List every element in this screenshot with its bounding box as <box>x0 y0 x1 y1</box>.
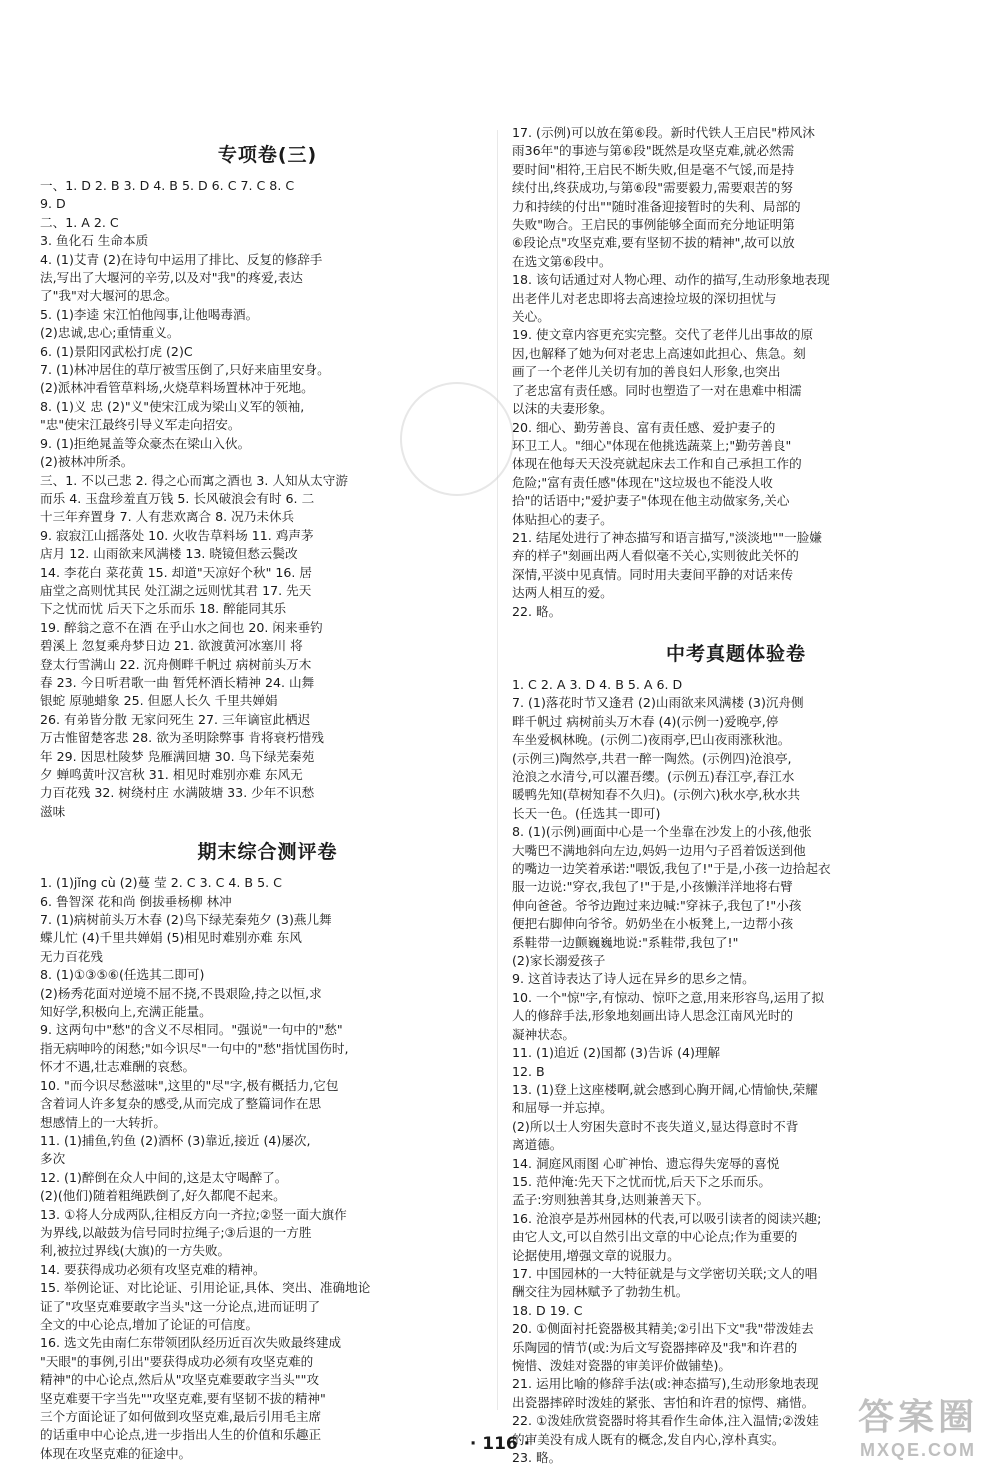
answer-line: 知好学,积极向上,充满正能量。 <box>40 1004 212 1020</box>
answer-line: 失败"吻合。王启民的事例能够全面而充分地证明第 <box>512 217 795 233</box>
answer-line: 滋味 <box>40 803 66 819</box>
answer-line: 体现在他每天天没亮就起床去工作和自己承担工作的 <box>512 456 802 472</box>
answer-line: 9. 这两句中"愁"的含义不尽相同。"强说"一句中的"愁" <box>40 1022 343 1038</box>
answer-line: 画了一个老伴儿关切有加的善良妇人形象,也突出 <box>512 364 781 380</box>
answer-line: 的审美没有成人既有的概念,发自内心,淳朴真实。 <box>512 1431 785 1447</box>
answer-line: 系鞋带一边颤巍巍地说:"系鞋带,我包了!" <box>512 934 739 950</box>
answer-line: 续付出,终获成功,与第⑥段"需要毅力,需要艰苦的努 <box>512 180 793 196</box>
answer-line: 年 29. 因思杜陵梦 凫雁满回塘 30. 鸟下绿芜秦苑 <box>40 748 315 764</box>
answer-line: "忠"使宋江最终引导义军走向招安。 <box>40 417 241 433</box>
answer-line: 伸向爸爸。爷爷边跑过来边喊:"穿袜子,我包了!"小孩 <box>512 897 802 913</box>
answer-line: 14. 李花白 菜花黄 15. 却道"天凉好个秋" 16. 居 <box>40 564 313 580</box>
answer-line: 法,写出了大堰河的辛劳,以及对"我"的疼爱,表达 <box>40 270 303 286</box>
left-column <box>40 124 495 1463</box>
answer-line: 在选文第⑥段中。 <box>512 253 612 269</box>
answer-line: 出瓷器摔碎时泼娃的紧张、害怕和许君的惊愕、痛惜。 <box>512 1394 815 1410</box>
answer-line: 20. 细心、勤劳善良、富有责任感、爱护妻子的 <box>512 419 776 435</box>
answer-line: 便把右脚伸向爷爷。奶奶坐在小板凳上,一边帮小孩 <box>512 916 794 932</box>
answer-line: 了"我"对大堰河的思念。 <box>40 288 178 304</box>
answer-line: (2)派林冲看管草料场,火烧草料场置林冲于死地。 <box>40 380 314 396</box>
right-column <box>512 124 960 1467</box>
answer-line: 利,被拉过界线(大旗)的一方失败。 <box>40 1243 231 1259</box>
answer-line: 因,也解释了她为何对老忠上高速如此担心、焦急。刻 <box>512 345 806 361</box>
answer-line: 多次 <box>40 1151 66 1167</box>
answer-line: 店月 12. 山雨欲来风满楼 13. 晓镜但愁云鬓改 <box>40 546 298 562</box>
answer-line: 14. 洞庭风雨图 心旷神怡、遗忘得失宠辱的喜悦 <box>512 1155 780 1171</box>
answer-line: 了老忠富有责任感。同时也塑造了一对在患难中相濡 <box>512 382 802 398</box>
answer-section <box>40 140 495 821</box>
answer-line: 19. 醉翁之意不在酒 在乎山水之间也 20. 闲来垂钓 <box>40 619 323 635</box>
answer-line: 13. (1)登上这座楼啊,就会感到心胸开阔,心情愉快,荣耀 <box>512 1081 818 1097</box>
answer-line: 夕 蝉鸣黄叶汉宫秋 31. 相见时难别亦难 东风无 <box>40 767 303 782</box>
answer-line: 含着词人许多复杂的感受,从而完成了整篇词作在思 <box>40 1096 322 1112</box>
answer-line: 拾"的话语中;"爱护妻子"体现在他主动做家务,关心 <box>512 493 790 509</box>
answer-line: 21. 运用比喻的修辞手法(或:神态描写),生动形象地表现 <box>512 1376 819 1392</box>
answer-line: 力和持续的付出""随时准备迎接暂时的失利、局部的 <box>512 198 801 214</box>
answer-line: 8. (1)义 忠 (2)"义"使宋江成为梁山义军的领袖, <box>40 398 305 414</box>
answer-section <box>512 639 960 1467</box>
answer-line: 精神"的中心论点,然后从"攻坚克难要敢字当头""攻 <box>40 1372 320 1388</box>
answer-line: 的话重申中心论点,进一步指出人生的价值和乐趣正 <box>40 1427 322 1443</box>
answer-line: 26. 有弟皆分散 无家问死生 27. 三年谪宦此栖迟 <box>40 711 311 727</box>
answer-line: (2)被林冲所杀。 <box>40 454 134 470</box>
answer-line: "天眼"的事例,引出"要获得成功必须有攻坚克难的 <box>40 1353 314 1369</box>
answer-line: 4. (1)艾青 (2)在诗句中运用了排比、反复的修辞手 <box>40 251 323 267</box>
answer-line: 17. 中国园林的一大特征就是与文学密切关联;文人的唱 <box>512 1265 818 1281</box>
answer-line: 18. 该句话通过对人物心理、动作的描写,生动形象地表现 <box>512 272 830 288</box>
answer-line: 9. 这首诗表达了诗人远在异乡的思乡之情。 <box>512 971 755 987</box>
watermark-url: MXQE.COM <box>859 1440 976 1460</box>
answer-line: 银蛇 原驰蜡象 25. 但愿人长久 千里共婵娟 <box>40 693 278 709</box>
answer-line: 酬交往为园林赋予了勃勃生机。 <box>512 1284 689 1300</box>
answer-line: 庙堂之高则忧其民 处江湖之远则忧其君 17. 先天 <box>40 582 312 598</box>
answer-line: 万古惟留楚客悲 28. 欲为圣明除弊事 肯将衰朽惜残 <box>40 730 324 746</box>
answer-line: 环卫工人。"细心"体现在他挑选蔬菜上;"勤劳善良" <box>512 437 792 453</box>
watermark-logo-text: 答案圈 <box>857 1396 978 1437</box>
answer-line: 3. 鱼化石 生命本质 <box>40 233 149 249</box>
answer-line: 二、1. A 2. C <box>40 214 119 230</box>
answer-line: 16. 选文先由南仁东带领团队经历近百次失败最终建成 <box>40 1335 342 1351</box>
answer-line: 18. D 19. C <box>512 1302 583 1318</box>
answer-line: 深情,平淡中见真情。同时用夫妻间平静的对话来传 <box>512 566 794 582</box>
answer-line: (2)杨秀花面对逆境不屈不挠,不畏艰险,持之以恒,求 <box>40 985 322 1001</box>
answer-line: 无力百花残 <box>40 948 103 964</box>
answer-line: 9. 寂寂江山摇落处 10. 火收告草料场 11. 鸡声茅 <box>40 527 314 543</box>
answer-line: 1. C 2. A 3. D 4. B 5. A 6. D <box>512 676 683 692</box>
answer-line: 雨36年"的事迹与第⑥段"既然是攻坚克难,就必然需 <box>512 143 795 159</box>
answer-line: 15. 范仲淹:先天下之忧而忧,后天下之乐而乐。 <box>512 1173 771 1189</box>
answer-line: 和屈辱一并忘掉。 <box>512 1100 613 1116</box>
answer-line: 7. (1)病树前头万木春 (2)鸟下绿芜秦苑夕 (3)燕儿舞 <box>40 912 332 928</box>
answer-line: 20. ①侧面衬托瓷器极其精美;②引出下文"我"带泼娃去 <box>512 1321 814 1337</box>
answer-line: 7. (1)林冲居住的草厅被雪压倒了,只好来庙里安身。 <box>40 362 330 378</box>
section-title: 期末综合测评卷 <box>197 841 338 864</box>
answer-line: 8. (1)①③⑤⑥(任选其二即可) <box>40 967 205 983</box>
answer-line: 11. (1)追近 (2)国都 (3)告诉 (4)理解 <box>512 1045 721 1061</box>
answer-line: 16. 沧浪亭是苏州园林的代表,可以吸引读者的阅读兴趣; <box>512 1210 822 1226</box>
answer-line: 10. 一个"惊"字,有惊动、惊吓之意,用来形容鸟,运用了拟 <box>512 989 825 1005</box>
answer-line: 登太行雪满山 22. 沉舟侧畔千帆过 病树前头万木 <box>40 656 312 672</box>
answer-line: 达两人相互的爱。 <box>512 585 613 601</box>
answer-line: 孟子:穷则独善其身,达则兼善天下。 <box>512 1192 710 1208</box>
answer-line: 指无病呻吟的闲愁;"如今识尽"一句中的"愁"指忧国伤时, <box>40 1040 349 1056</box>
page-number: · 116 · <box>469 1434 531 1454</box>
answer-line: 6. 鲁智深 花和尚 倒拔垂杨柳 林冲 <box>40 893 232 909</box>
answer-line: 8. (1)(示例)画面中心是一个坐靠在沙发上的小孩,他张 <box>512 824 812 840</box>
answer-line: 11. (1)捕鱼,钓鱼 (2)酒杯 (3)靠近,接近 (4)屡次, <box>40 1132 311 1148</box>
answer-line: 三、1. 不以己悲 2. 得之心而寓之酒也 3. 人知从太守游 <box>40 472 348 488</box>
answer-line: (示例三)陶然亭,共君一醉一陶然。(示例四)沧浪亭, <box>512 750 792 766</box>
answer-line: 危险;"富有责任感"体现在"这垃圾也不能没人收 <box>512 474 773 490</box>
answer-line: 大嘴巴不满地斜向左边,妈妈一边用勺子舀着饭送到他 <box>512 842 806 858</box>
answer-line: 出老伴儿对老忠即将去高速捡垃圾的深切担忧与 <box>512 290 777 306</box>
answer-line: 惋惜、泼娃对瓷器的审美评价做铺垫)。 <box>512 1358 732 1373</box>
answer-line: 12. (1)醉倒在众人中间的,这是太守喝醉了。 <box>40 1169 288 1185</box>
answer-line: (2)所以士人穷困失意时不丧失道义,显达得意时不背 <box>512 1118 799 1134</box>
answer-line: 畔千帆过 病树前头万木春 (4)(示例一)爱晚亭,停 <box>512 713 779 729</box>
answer-line: 暖鸭先知(草树知春不久归)。(示例六)秋水亭,秋水共 <box>512 787 801 803</box>
answer-line: 沧浪之水清兮,可以濯吾缨。(示例五)春江亭,春江水 <box>512 769 795 784</box>
answer-line: 1. (1)jǐng cù (2)蔓 莹 2. C 3. C 4. B 5. C <box>40 875 282 891</box>
answer-line: 的嘴边一边笑着承诺:"喂饭,我包了!"于是,小孩一边拾起衣 <box>512 861 831 877</box>
answer-line: 春 23. 今日听君歌一曲 暂凭杯酒长精神 24. 山舞 <box>40 674 315 690</box>
answer-line: 离道德。 <box>512 1137 563 1153</box>
answer-line: 关心。 <box>512 309 550 325</box>
answer-line: (2)忠诚,忠心;重情重义。 <box>40 325 180 341</box>
answer-line: 5. (1)李逵 宋江怕他闯事,让他喝毒酒。 <box>40 306 259 322</box>
answer-line: 由它人文,可以自然引出文章的中心论点;作为重要的 <box>512 1229 798 1245</box>
answer-line: 17. (示例)可以放在第⑥段。新时代铁人王启民"栉风沐 <box>512 125 815 140</box>
answer-line: 7. (1)落花时节又逢君 (2)山雨欲来风满楼 (3)沉舟侧 <box>512 695 804 711</box>
answer-line: 为界线,以敲鼓为信号同时拉绳子;③后退的一方胜 <box>40 1224 312 1240</box>
answer-line: 想感情上的一大转折。 <box>40 1114 166 1130</box>
answer-line: 22. ①泼娃欣赏瓷器时将其看作生命体,注入温情;②泼娃 <box>512 1413 819 1429</box>
answer-line: 长天一色。(任选其一即可) <box>512 805 661 821</box>
answer-line: 三个方面论证了如何做到攻坚克难,最后引用毛主席 <box>40 1409 322 1424</box>
answer-line: 力百花残 32. 树绕村庄 水满陂塘 33. 少年不识愁 <box>40 785 315 801</box>
answer-line: 以沫的夫妻形象。 <box>512 401 613 417</box>
answer-line: 十三年弃置身 7. 人有悲欢离合 8. 况乃未休兵 <box>40 509 295 525</box>
answer-line: 体现在攻坚克难的征途中。 <box>40 1445 192 1461</box>
answer-section <box>40 837 495 1463</box>
answer-line: 碧溪上 忽复乘舟梦日边 21. 欲渡黄河冰塞川 将 <box>40 638 303 654</box>
answer-line: 9. (1)拒绝晁盖等众豪杰在梁山入伙。 <box>40 435 251 451</box>
watermark <box>858 1389 978 1461</box>
answer-line: 10. "而今识尽愁滋味",这里的"尽"字,极有概括力,它包 <box>40 1077 339 1093</box>
answer-line: 车坐爱枫林晚。(示例二)夜雨亭,巴山夜雨涨秋池。 <box>512 732 791 748</box>
answer-line: 14. 要获得成功必须有攻坚克难的精神。 <box>40 1261 266 1277</box>
answer-line: 论据使用,增强文章的说服力。 <box>512 1247 680 1263</box>
answer-line: ⑥段论点"攻坚克难,要有坚韧不拔的精神",故可以放 <box>512 235 795 251</box>
answer-line: 而乐 4. 玉盘珍羞直万钱 5. 长风破浪会有时 6. 二 <box>40 490 315 506</box>
answer-line: 证了"攻坚克难要敢字当头"这一分论点,进而证明了 <box>40 1298 321 1314</box>
answer-line: 全文的中心论点,增加了论证的可信度。 <box>40 1316 259 1332</box>
answer-line: (2)家长溺爱孩子 <box>512 953 606 969</box>
answer-line: 下之忧而忧 后天下之乐而乐 18. 醉能同其乐 <box>40 601 287 617</box>
answer-line: 15. 举例论证、对比论证、引用论证,具体、突出、准确地论 <box>40 1280 371 1296</box>
answer-line: 6. (1)景阳冈武松打虎 (2)C <box>40 343 193 359</box>
answer-line: 21. 结尾处进行了神态描写和语言描写,"淡淡地""一脸嫌 <box>512 529 822 545</box>
answer-line: 怀才不遇,壮志难酬的哀愁。 <box>40 1059 196 1075</box>
answer-line: (2)(他们)随着粗绳跌倒了,好久都爬不起来。 <box>40 1188 286 1204</box>
answer-line: 弃的样子"刻画出两人看似毫不关心,实则彼此关怀的 <box>512 548 799 564</box>
answer-line: 13. ①将人分成两队,往相反方向一齐拉;②竖一面大旗作 <box>40 1206 347 1222</box>
answer-line: 22. 略。 <box>512 603 562 619</box>
section-title: 中考真题体验卷 <box>665 642 806 665</box>
answer-line: 体贴担心的妻子。 <box>512 511 613 527</box>
section-title: 专项卷(三) <box>217 144 318 166</box>
answer-line: 9. D <box>40 196 66 212</box>
answer-line: 一、1. D 2. B 3. D 4. B 5. D 6. C 7. C 8. C <box>40 178 295 193</box>
answer-line: 23. 略。 <box>512 1450 562 1466</box>
answer-line: 凝神状态。 <box>512 1026 575 1042</box>
answer-line: 人的修辞手法,形象地刻画出诗人思念江南风光时的 <box>512 1008 794 1024</box>
answer-line: 蝶儿忙 (4)千里共婵娟 (5)相见时难别亦难 东风 <box>40 930 302 946</box>
answer-line: 服一边说:"穿衣,我包了!"于是,小孩懒洋洋地将右臂 <box>512 879 793 895</box>
answer-line: 12. B <box>512 1063 545 1079</box>
answer-section <box>512 124 960 621</box>
answer-line: 要时间"相符,王启民不断失败,但是毫不气馁,而是持 <box>512 161 795 177</box>
column-divider <box>497 130 498 1410</box>
answer-line: 乐陶园的情节(或:为后文写瓷器摔碎及"我"和许君的 <box>512 1339 798 1355</box>
answer-line: 坚克难要干字当先""攻坚克难,要有坚韧不拔的精神" <box>40 1390 326 1406</box>
answer-line: 19. 使文章内容更充实完整。交代了老伴儿出事故的原 <box>512 327 814 343</box>
